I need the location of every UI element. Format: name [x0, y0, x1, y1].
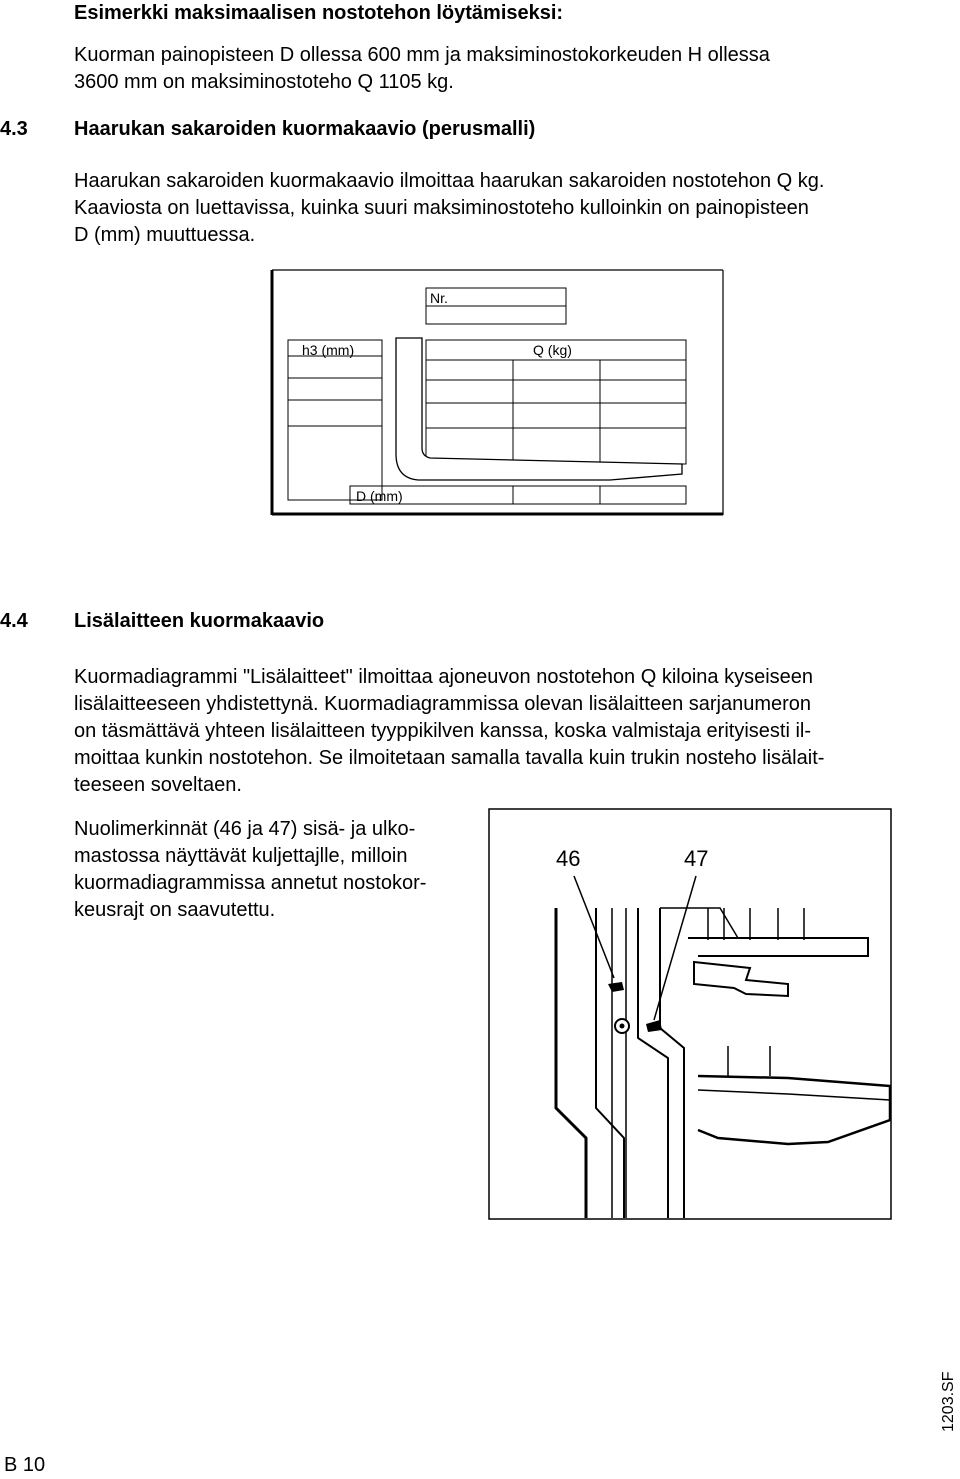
section-4-4-number: 4.4 [0, 610, 28, 632]
label-46: 46 [556, 846, 581, 871]
section-4-4-para-line-2: lisälaitteeseen yhdistettynä. Kuormadiagrammissa olevan lisälaitteen sarjanumeron [74, 693, 812, 715]
section-4-3-line-3: D (mm) muuttuessa. [74, 224, 256, 246]
mast-figure [488, 808, 892, 1220]
section-4-3-title: Haarukan sakaroiden kuormakaavio (perusmalli) [74, 118, 536, 140]
load-plate-diagram [270, 268, 725, 518]
section-4-3-line-1: Haarukan sakaroiden kuormakaavio ilmoittaa haarukan sakaroiden nostotehon Q kg. [74, 170, 825, 192]
plate-nr-label: Nr. [430, 290, 448, 306]
note-line-2: mastossa näyttävät kuljettajlle, milloin [74, 845, 408, 867]
note-line-1: Nuolimerkinnät (46 ja 47) sisä- ja ulko- [74, 818, 416, 840]
section-4-4-para-line-4: moittaa kunkin nostotehon. Se ilmoitetaan samalla tavalla kuin trukin nosteho lisälait- [74, 747, 825, 769]
section-4-4-para-line-1: Kuormadiagrammi "Lisälaitteet" ilmoittaa ajoneuvon nostotehon Q kiloina kyseiseen [74, 666, 814, 688]
example-line-2: 3600 mm on maksiminostoteho Q 1105 kg. [74, 71, 454, 93]
section-4-3-line-2: Kaaviosta on luettavissa, kuinka suuri maksiminostoteho kulloinkin on painopisteen [74, 197, 809, 219]
doc-code: 1203.SF [940, 1371, 957, 1432]
example-heading: Esimerkki maksimaalisen nostotehon löytämiseksi: [74, 2, 564, 24]
section-4-4-para-line-3: on täsmättävä yhteen lisälaitteen tyyppikilven kanssa, koska valmistaja erityisesti il- [74, 720, 811, 742]
page-number: B 10 [4, 1454, 46, 1476]
example-line-1: Kuorman painopisteen D ollessa 600 mm ja maksiminostokorkeuden H ollessa [74, 44, 770, 66]
plate-d-label: D (mm) [356, 488, 403, 504]
plate-h3-label: h3 (mm) [302, 342, 355, 358]
label-47: 47 [684, 846, 709, 871]
note-line-3: kuormadiagrammissa annetut nostokor- [74, 872, 427, 894]
load-plate-frame [270, 268, 725, 518]
plate-q-label: Q (kg) [533, 342, 572, 358]
section-4-4-title: Lisälaitteen kuormakaavio [74, 610, 325, 632]
note-line-4: keusrajt on saavutettu. [74, 899, 276, 921]
section-4-3-number: 4.3 [0, 118, 28, 140]
section-4-4-para-line-5: teeseen soveltaen. [74, 774, 242, 796]
